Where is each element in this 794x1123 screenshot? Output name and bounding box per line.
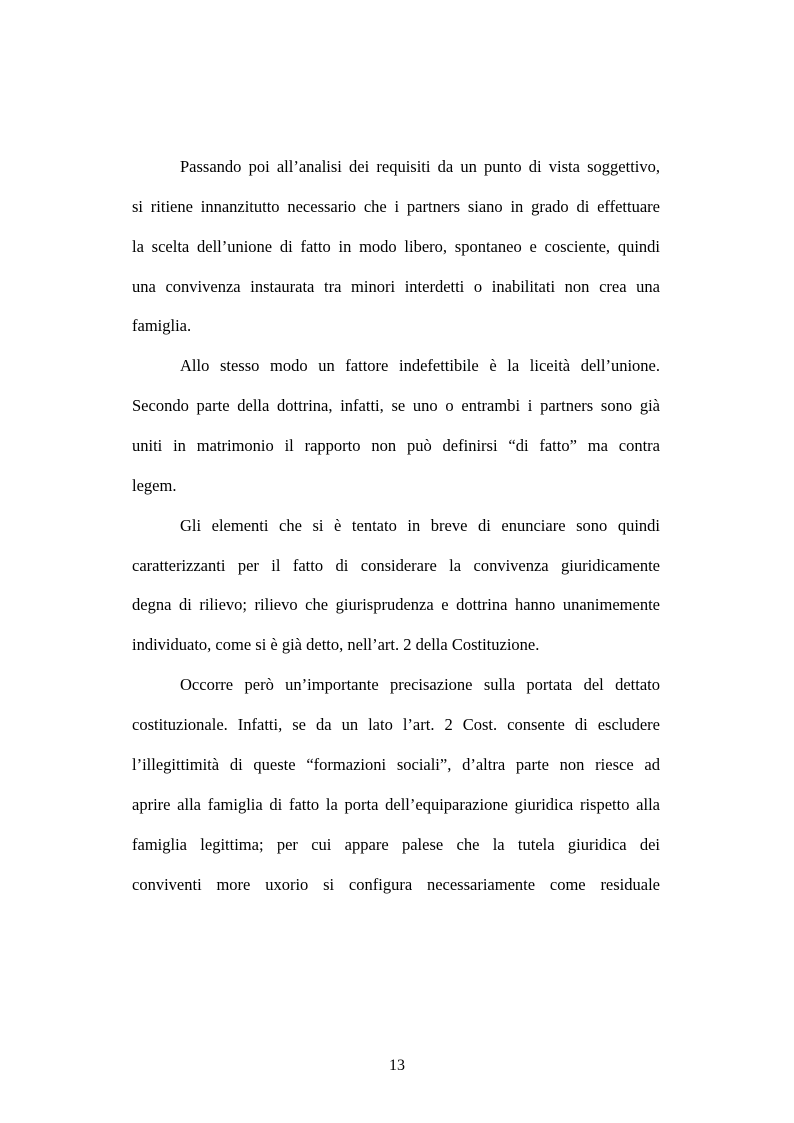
paragraph-4-line-2: costituzionale. Infatti, se da un lato l’art. 2 Cost. consente di escludere — [132, 715, 660, 734]
paragraph-2-line-4: legem. — [132, 476, 177, 495]
paragraph-1-line-5: famiglia. — [132, 316, 192, 335]
paragraph-2-line-1: Allo stesso modo un fattore indefettibile è la liceità dell’unione. — [180, 356, 660, 375]
paragraph-2-line-2: Secondo parte della dottrina, infatti, se uno o entrambi i partners sono già — [132, 396, 660, 415]
paragraph-1-line-3: la scelta dell’unione di fatto in modo libero, spontaneo e cosciente, quindi — [132, 237, 660, 256]
paragraph-3-line-3: degna di rilievo; rilievo che giurisprudenza e dottrina hanno unanimemente — [132, 595, 660, 614]
paragraph-1-line-4: una convivenza instaurata tra minori interdetti o inabilitati non crea una — [132, 277, 660, 296]
paragraph-4-line-3: l’illegittimità di queste “formazioni sociali”, d’altra parte non riesce ad — [132, 755, 660, 774]
page-number: 13 — [389, 1057, 405, 1074]
paragraph-3-line-4: individuato, come si è già detto, nell’art. 2 della Costituzione. — [132, 635, 540, 654]
paragraph-4-line-6: conviventi more uxorio si configura necessariamente come residuale — [132, 875, 660, 894]
paragraph-3-line-2: caratterizzanti per il fatto di considerare la convivenza giuridicamente — [132, 556, 660, 575]
paragraph-4-line-4: aprire alla famiglia di fatto la porta dell’equiparazione giuridica rispetto alla — [132, 795, 660, 814]
paragraph-2-line-3: uniti in matrimonio il rapporto non può definirsi “di fatto” ma contra — [132, 436, 660, 455]
paragraph-1-line-2: si ritiene innanzitutto necessario che i partners siano in grado di effettuare — [132, 197, 660, 216]
paragraph-3-line-1: Gli elementi che si è tentato in breve di enunciare sono quindi — [180, 516, 660, 535]
paragraph-1-line-1: Passando poi all’analisi dei requisiti da un punto di vista soggettivo, — [180, 157, 660, 176]
paragraph-4-line-5: famiglia legittima; per cui appare palese che la tutela giuridica dei — [132, 835, 660, 854]
paragraph-4-line-1: Occorre però un’importante precisazione sulla portata del dettato — [180, 675, 660, 694]
